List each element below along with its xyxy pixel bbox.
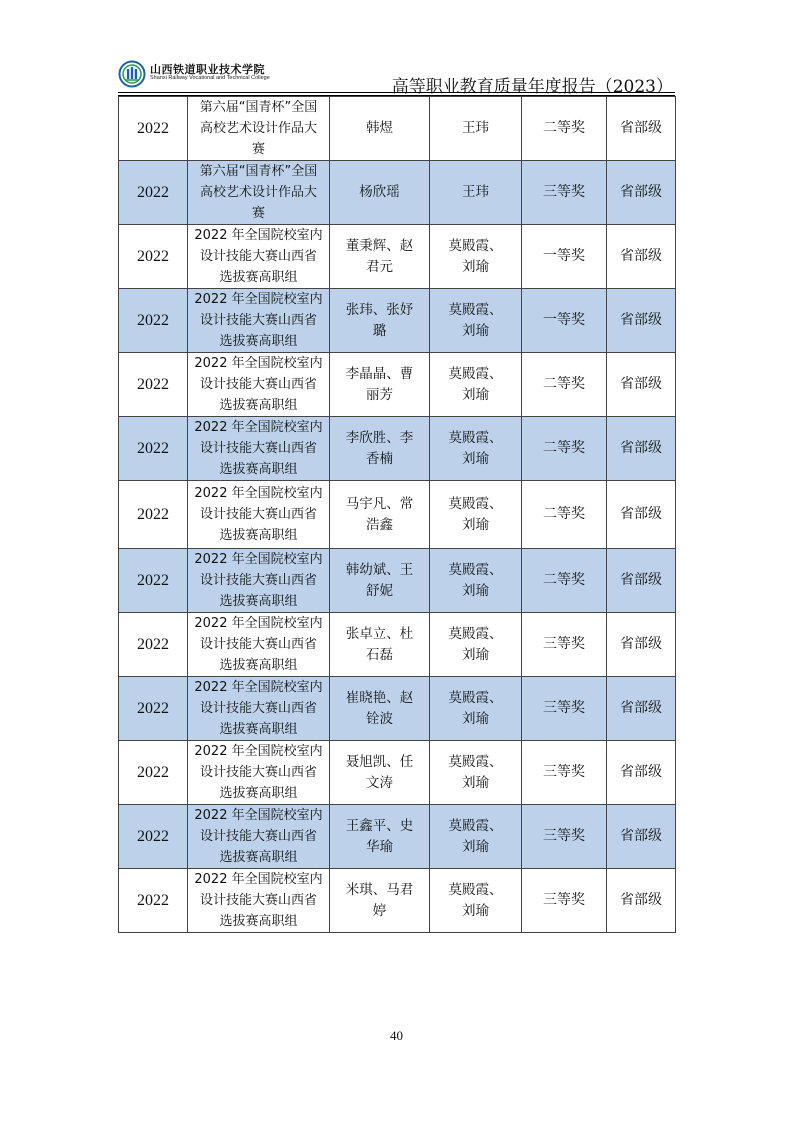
cell-year: 2022 [119,353,188,417]
cell-year: 2022 [119,869,188,933]
cell-year: 2022 [119,613,188,677]
cell-level: 省部级 [607,353,676,417]
school-name-en: Shanxi Railway Vocational and Technical College [150,75,270,81]
cell-competition: 2022 年全国院校室内设计技能大赛山西省选拔赛高职组 [188,417,330,481]
cell-level: 省部级 [607,289,676,353]
table-row [119,677,676,741]
cell-teachers: 莫殿霞、刘瑜 [430,677,522,741]
cell-award: 三等奖 [522,869,607,933]
cell-award: 三等奖 [522,741,607,805]
cell-award: 二等奖 [522,481,607,549]
cell-level: 省部级 [607,805,676,869]
cell-teachers: 莫殿霞、刘瑜 [430,289,522,353]
cell-level: 省部级 [607,549,676,613]
table-row [119,481,676,549]
table-row [119,805,676,869]
cell-students: 聂旭凯、任文涛 [330,741,430,805]
table-row [119,741,676,805]
cell-competition: 第六届“国青杯”全国高校艺术设计作品大赛 [188,161,330,225]
table-row [119,353,676,417]
cell-students: 张卓立、杜石磊 [330,613,430,677]
cell-award: 二等奖 [522,549,607,613]
cell-competition: 第六届“国青杯”全国高校艺术设计作品大赛 [188,97,330,161]
cell-award: 一等奖 [522,225,607,289]
cell-students: 马宇凡、常浩鑫 [330,481,430,549]
cell-award: 三等奖 [522,677,607,741]
table-row [119,97,676,161]
cell-students: 董秉辉、赵君元 [330,225,430,289]
cell-level: 省部级 [607,97,676,161]
school-emblem-icon [118,60,146,88]
cell-teachers: 莫殿霞、刘瑜 [430,805,522,869]
cell-year: 2022 [119,161,188,225]
cell-competition: 2022 年全国院校室内设计技能大赛山西省选拔赛高职组 [188,613,330,677]
cell-students: 张玮、张妤璐 [330,289,430,353]
cell-teachers: 王玮 [430,161,522,225]
header-rule [118,92,675,93]
cell-level: 省部级 [607,161,676,225]
cell-competition: 2022 年全国院校室内设计技能大赛山西省选拔赛高职组 [188,289,330,353]
table-row [119,225,676,289]
cell-competition: 2022 年全国院校室内设计技能大赛山西省选拔赛高职组 [188,805,330,869]
cell-teachers: 莫殿霞、刘瑜 [430,353,522,417]
cell-teachers: 莫殿霞、刘瑜 [430,225,522,289]
table-row [119,869,676,933]
cell-teachers: 王玮 [430,97,522,161]
cell-competition: 2022 年全国院校室内设计技能大赛山西省选拔赛高职组 [188,869,330,933]
cell-teachers: 莫殿霞、刘瑜 [430,481,522,549]
cell-competition: 2022 年全国院校室内设计技能大赛山西省选拔赛高职组 [188,225,330,289]
cell-level: 省部级 [607,225,676,289]
cell-year: 2022 [119,805,188,869]
cell-students: 王鑫平、史华瑜 [330,805,430,869]
cell-award: 二等奖 [522,97,607,161]
cell-award: 三等奖 [522,613,607,677]
cell-level: 省部级 [607,869,676,933]
cell-competition: 2022 年全国院校室内设计技能大赛山西省选拔赛高职组 [188,353,330,417]
cell-competition: 2022 年全国院校室内设计技能大赛山西省选拔赛高职组 [188,741,330,805]
cell-level: 省部级 [607,481,676,549]
table-row [119,417,676,481]
table-row [119,549,676,613]
cell-students: 米琪、马君婷 [330,869,430,933]
cell-year: 2022 [119,289,188,353]
cell-award: 二等奖 [522,417,607,481]
cell-students: 韩煜 [330,97,430,161]
cell-teachers: 莫殿霞、刘瑜 [430,741,522,805]
school-name-cn: 山西铁道职业技术学院 [150,63,265,76]
cell-students: 崔晓艳、赵铨波 [330,677,430,741]
cell-year: 2022 [119,417,188,481]
cell-level: 省部级 [607,613,676,677]
school-logo [118,58,278,90]
table-row [119,613,676,677]
report-title: 高等职业教育质量年度报告（2023） [391,77,673,97]
table-row [119,161,676,225]
cell-students: 韩幼斌、王舒妮 [330,549,430,613]
cell-students: 杨欣瑶 [330,161,430,225]
cell-teachers: 莫殿霞、刘瑜 [430,417,522,481]
cell-year: 2022 [119,225,188,289]
cell-teachers: 莫殿霞、刘瑜 [430,869,522,933]
cell-award: 三等奖 [522,161,607,225]
cell-competition: 2022 年全国院校室内设计技能大赛山西省选拔赛高职组 [188,677,330,741]
cell-year: 2022 [119,741,188,805]
cell-students: 李晶晶、曹丽芳 [330,353,430,417]
page-number: 40 [390,1028,403,1043]
cell-year: 2022 [119,677,188,741]
cell-year: 2022 [119,481,188,549]
page-header [118,58,675,97]
cell-teachers: 莫殿霞、刘瑜 [430,613,522,677]
cell-competition: 2022 年全国院校室内设计技能大赛山西省选拔赛高职组 [188,549,330,613]
cell-award: 三等奖 [522,805,607,869]
cell-students: 李欣胜、李香楠 [330,417,430,481]
cell-year: 2022 [119,97,188,161]
table-row [119,289,676,353]
cell-level: 省部级 [607,677,676,741]
cell-teachers: 莫殿霞、刘瑜 [430,549,522,613]
cell-competition: 2022 年全国院校室内设计技能大赛山西省选拔赛高职组 [188,481,330,549]
cell-level: 省部级 [607,741,676,805]
cell-level: 省部级 [607,417,676,481]
cell-year: 2022 [119,549,188,613]
cell-award: 二等奖 [522,353,607,417]
cell-award: 一等奖 [522,289,607,353]
awards-table [118,96,676,933]
